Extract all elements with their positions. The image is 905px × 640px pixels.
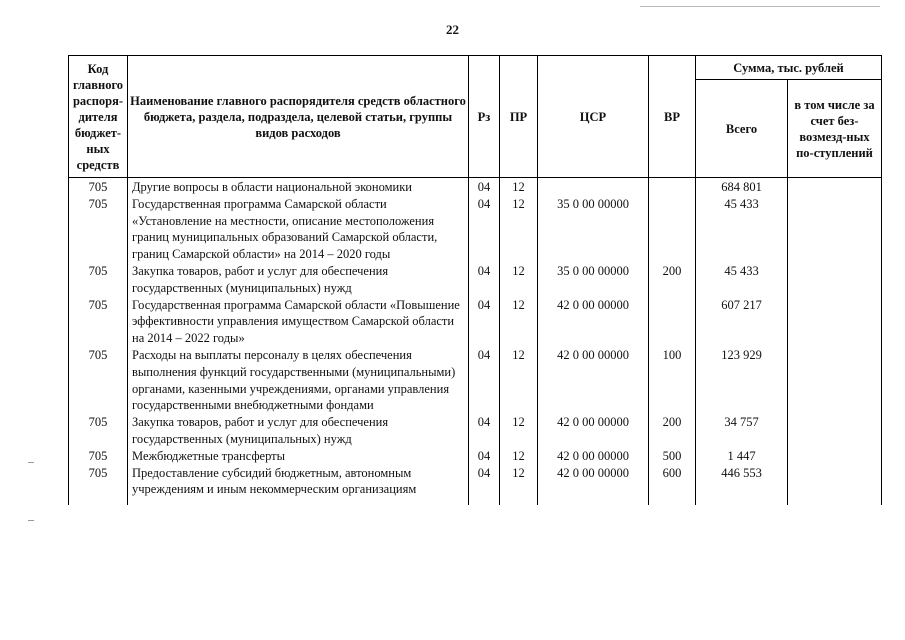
table-row xyxy=(69,414,882,448)
vr-cell: 500 xyxy=(649,448,696,465)
table-row xyxy=(69,465,882,505)
gratuitous-cell xyxy=(788,448,882,465)
page-number: 22 xyxy=(446,22,459,37)
header-vr: ВР xyxy=(649,56,696,178)
rz-cell: 04 xyxy=(469,414,500,448)
header-name: Наименование главного распорядителя средств областного бюджета, раздела, подраздела, целевой статьи, группы видов расходов xyxy=(128,56,469,178)
name-cell: Государственная программа Самарской области «Повышение эффективности управления имуществом Самарской области на 2014 – 2022 годы» xyxy=(128,297,469,347)
budget-table xyxy=(68,55,882,505)
vr-cell xyxy=(649,178,696,196)
csr-cell: 42 0 00 00000 xyxy=(538,465,649,505)
header-rz: Рз xyxy=(469,56,500,178)
gratuitous-cell xyxy=(788,196,882,263)
total-cell: 34 757 xyxy=(696,414,788,448)
code-cell: 705 xyxy=(69,414,128,448)
pr-cell: 12 xyxy=(500,196,538,263)
name-cell: Государственная программа Самарской области «Установление на местности, описание местоположения границ муниципальных образований Самарской области, границ Самарской области» на 2014 – 2020 годы xyxy=(128,196,469,263)
csr-cell: 42 0 00 00000 xyxy=(538,448,649,465)
total-cell: 446 553 xyxy=(696,465,788,505)
vr-cell: 100 xyxy=(649,347,696,414)
pr-cell: 12 xyxy=(500,347,538,414)
header-gratuitous: в том числе за счет без-возмезд-ных по-ступлений xyxy=(788,80,882,178)
vr-cell: 600 xyxy=(649,465,696,505)
csr-cell: 35 0 00 00000 xyxy=(538,263,649,297)
rz-cell: 04 xyxy=(469,347,500,414)
table-row xyxy=(69,347,882,414)
name-cell: Закупка товаров, работ и услуг для обеспечения государственных (муниципальных) нужд xyxy=(128,263,469,297)
total-cell: 607 217 xyxy=(696,297,788,347)
header-pr: ПР xyxy=(500,56,538,178)
gratuitous-cell xyxy=(788,347,882,414)
name-cell: Закупка товаров, работ и услуг для обеспечения государственных (муниципальных) нужд xyxy=(128,414,469,448)
total-cell: 1 447 xyxy=(696,448,788,465)
rz-cell: 04 xyxy=(469,465,500,505)
code-cell: 705 xyxy=(69,465,128,505)
csr-cell: 42 0 00 00000 xyxy=(538,347,649,414)
vr-cell: 200 xyxy=(649,414,696,448)
vr-cell xyxy=(649,196,696,263)
gratuitous-cell xyxy=(788,297,882,347)
rz-cell: 04 xyxy=(469,263,500,297)
csr-cell: 42 0 00 00000 xyxy=(538,297,649,347)
total-cell: 45 433 xyxy=(696,196,788,263)
rz-cell: 04 xyxy=(469,196,500,263)
table-row xyxy=(69,297,882,347)
name-cell: Расходы на выплаты персоналу в целях обеспечения выполнения функций государственными (муниципальными) органами, казенными учреждениями, органами управления государственными внебюджетными фондами xyxy=(128,347,469,414)
total-cell: 123 929 xyxy=(696,347,788,414)
code-cell: 705 xyxy=(69,196,128,263)
pr-cell: 12 xyxy=(500,263,538,297)
name-cell: Межбюджетные трансферты xyxy=(128,448,469,465)
code-cell: 705 xyxy=(69,297,128,347)
rz-cell: 04 xyxy=(469,297,500,347)
margin-mark xyxy=(28,462,34,463)
code-cell: 705 xyxy=(69,347,128,414)
top-corner-line xyxy=(640,6,880,7)
vr-cell: 200 xyxy=(649,263,696,297)
total-cell: 45 433 xyxy=(696,263,788,297)
header-total: Всего xyxy=(696,80,788,178)
pr-cell: 12 xyxy=(500,178,538,196)
csr-cell xyxy=(538,178,649,196)
margin-mark xyxy=(28,520,34,521)
header-csr: ЦСР xyxy=(538,56,649,178)
rz-cell: 04 xyxy=(469,178,500,196)
table-row xyxy=(69,448,882,465)
table-row xyxy=(69,178,882,196)
code-cell: 705 xyxy=(69,448,128,465)
csr-cell: 42 0 00 00000 xyxy=(538,414,649,448)
header-code: Код главного распоря-дителя бюджет-ных средств xyxy=(69,56,128,178)
pr-cell: 12 xyxy=(500,465,538,505)
gratuitous-cell xyxy=(788,465,882,505)
gratuitous-cell xyxy=(788,263,882,297)
name-cell: Предоставление субсидий бюджетным, автономным учреждениям и иным некоммерческим организациям xyxy=(128,465,469,505)
total-cell: 684 801 xyxy=(696,178,788,196)
vr-cell xyxy=(649,297,696,347)
rz-cell: 04 xyxy=(469,448,500,465)
table-row xyxy=(69,263,882,297)
pr-cell: 12 xyxy=(500,448,538,465)
gratuitous-cell xyxy=(788,178,882,196)
table-row xyxy=(69,196,882,263)
code-cell: 705 xyxy=(69,178,128,196)
name-cell: Другие вопросы в области национальной экономики xyxy=(128,178,469,196)
pr-cell: 12 xyxy=(500,414,538,448)
code-cell: 705 xyxy=(69,263,128,297)
gratuitous-cell xyxy=(788,414,882,448)
header-sum: Сумма, тыс. рублей xyxy=(696,56,882,80)
pr-cell: 12 xyxy=(500,297,538,347)
csr-cell: 35 0 00 00000 xyxy=(538,196,649,263)
table-body xyxy=(69,178,882,505)
